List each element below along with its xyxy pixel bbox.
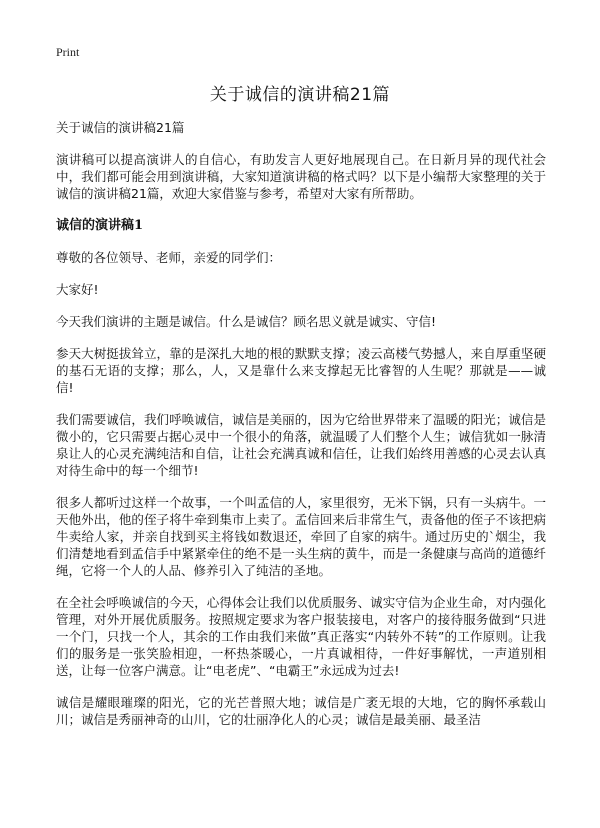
- print-link[interactable]: Print: [56, 45, 80, 59]
- salutation-paragraph: 尊敬的各位领导、老师，亲爱的同学们：: [56, 250, 282, 265]
- article-body: [56, 119, 546, 743]
- page-title: 关于诚信的演讲稿21篇: [209, 85, 391, 105]
- service-paragraph: 在全社会呼唤诚信的今天，心得体会让我们以优质服务、诚实守信为企业生命，对内强化管理，对外开展优质服务。按照规定要求为客户报装接电，对客户的接待服务做到“只进一个门，只找一个人，其余的工作由我们来做”真正落实“内转外不转”的工作原则。让我们的服务是一张笑脸相迎，一杯热茶暖心，一片真诚相待，一件好事解忧，一声道别相送，让每一位客户满意。让“电老虎”、“电霸王”永远成为过去!: [56, 595, 546, 678]
- section-heading: 诚信的演讲稿1: [56, 218, 144, 233]
- body-paragraph: 参天大树挺拔耸立，靠的是深扎大地的根的默默支撑；凌云高楼气势撼人，来自厚重坚硬的基石无语的支撑；那么，人，又是靠什么来支撑起无比睿智的人生呢？那就是——诚信!: [56, 346, 546, 395]
- greeting-paragraph: 大家好!: [56, 282, 99, 297]
- intro-paragraph: 演讲稿可以提高演讲人的自信心，有助发言人更好地展现自己。在日新月异的现代社会中，我们都可能会用到演讲稿，大家知道演讲稿的格式吗？以下是小编帮大家整理的关于诚信的演讲稿21篇，欢迎大家借鉴与参考，希望对大家有所帮助。: [56, 152, 546, 201]
- story-paragraph: 很多人都听过这样一个故事，一个叫孟信的人，家里很穷，无米下锅，只有一头病牛。一天他外出，他的侄子将牛牵到集市上卖了。孟信回来后非常生气，责备他的侄子不该把病牛卖给人家，并亲自找到买主将钱如数退还，牵回了自家的病牛。通过历史的`烟尘，我们清楚地看到孟信手中紧紧牵住的绝不是一头生病的黄牛，而是一条健康与高尚的道德纤绳，它将一个人的人品、修养引入了纯洁的圣地。: [56, 495, 546, 578]
- closing-paragraph: 诚信是耀眼璀璨的阳光，它的光芒普照大地；诚信是广袤无垠的大地，它的胸怀承载山川；诚信是秀丽神奇的山川，它的壮丽净化人的心灵；诚信是最美丽、最圣洁: [56, 695, 546, 727]
- article-subtitle: 关于诚信的演讲稿21篇: [56, 120, 185, 135]
- body-paragraph: 我们需要诚信，我们呼唤诚信，诚信是美丽的，因为它给世界带来了温暖的阳光；诚信是微小的，它只需要占据心灵中一个很小的角落，就温暖了人们整个人生；诚信犹如一脉清泉让人的心灵充满纯洁和自信，让社会充满真诚和信任，让我们始终用善感的心灵去认真对待生命中的每一个细节!: [56, 412, 546, 478]
- theme-paragraph: 今天我们演讲的主题是诚信。什么是诚信？顾名思义就是诚实、守信!: [56, 314, 437, 329]
